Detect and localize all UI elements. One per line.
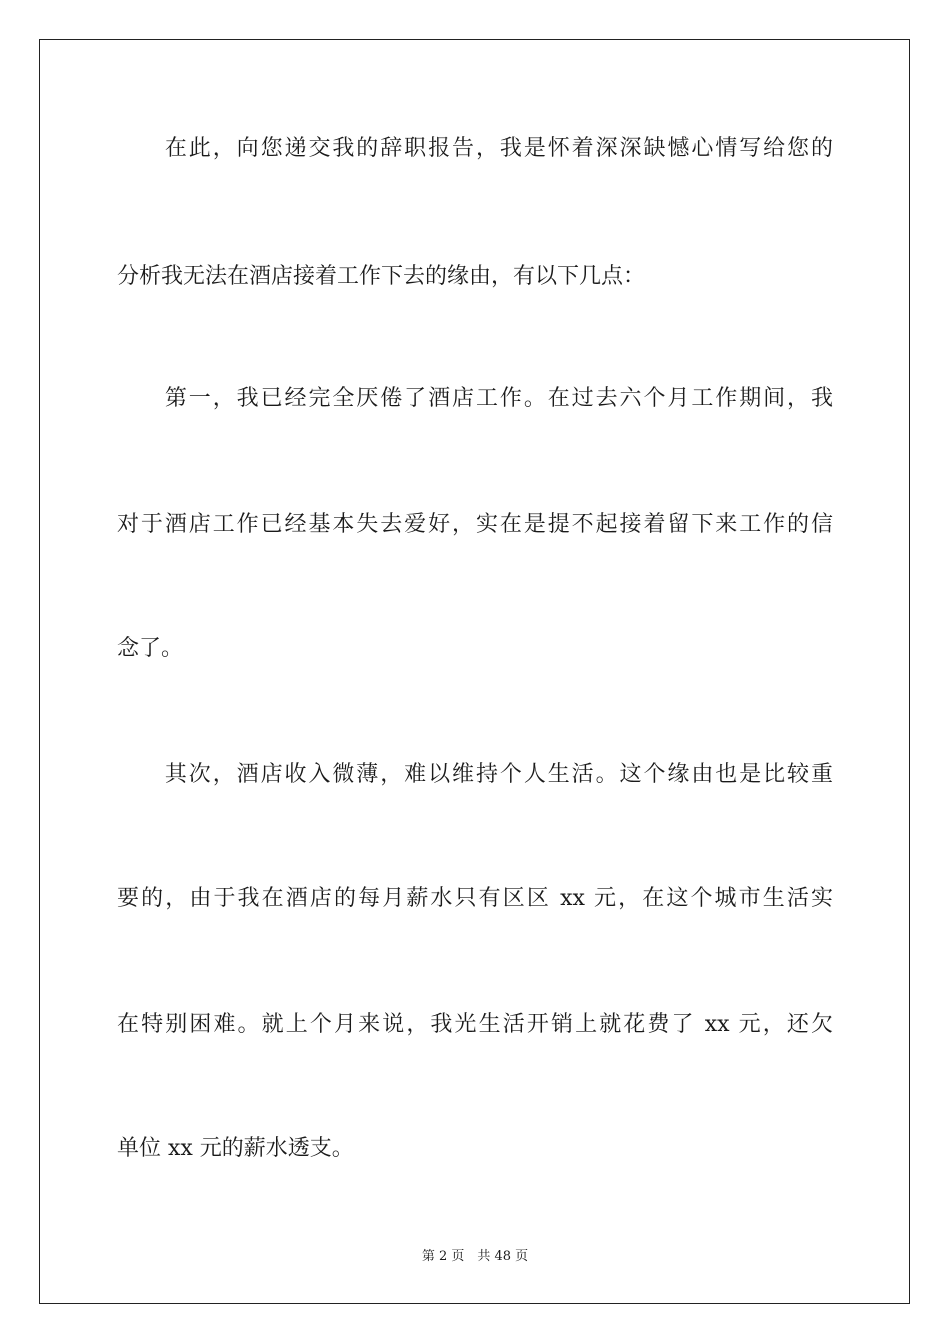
paragraph-line-1: 在此，向您递交我的辞职报告，我是怀着深深缺憾心情写给您的 <box>117 136 833 161</box>
paragraph-line-6: 其次，酒店收入微薄，难以维持个人生活。这个缘由也是比较重 <box>117 762 833 787</box>
page-number-footer: 第 2 页 共 48 页 <box>421 1249 529 1264</box>
paragraph-line-3: 第一，我已经完全厌倦了酒店工作。在过去六个月工作期间，我 <box>117 386 833 411</box>
paragraph-line-8: 在特别困难。就上个月来说，我光生活开销上就花费了 xx 元，还欠 <box>117 1012 833 1037</box>
paragraph-line-2: 分析我无法在酒店接着工作下去的缘由，有以下几点： <box>117 264 646 289</box>
paragraph-line-4: 对于酒店工作已经基本失去爱好，实在是提不起接着留下来工作的信 <box>117 512 833 537</box>
paragraph-line-5: 念了。 <box>117 636 184 661</box>
page-frame <box>39 39 910 1304</box>
paragraph-line-9: 单位 xx 元的薪水透支。 <box>117 1136 354 1161</box>
paragraph-line-7: 要的，由于我在酒店的每月薪水只有区区 xx 元，在这个城市生活实 <box>117 886 833 911</box>
